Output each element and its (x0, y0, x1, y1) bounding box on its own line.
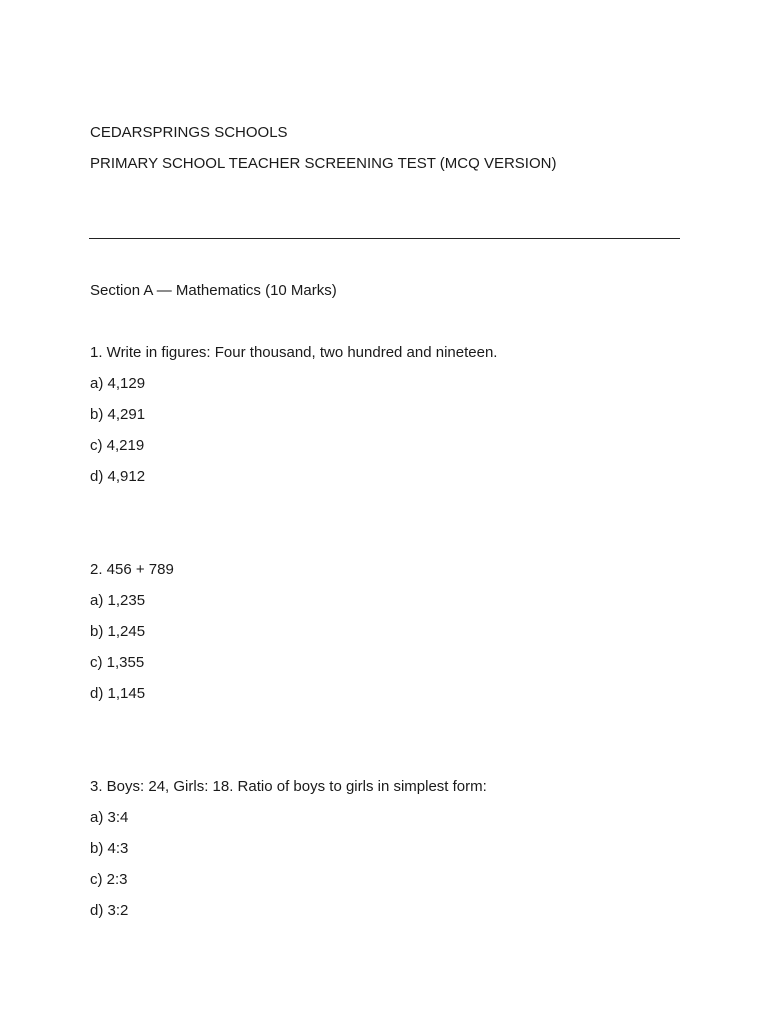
answer-option: b) 4:3 (90, 840, 129, 857)
answer-option: d) 3:2 (90, 902, 129, 919)
school-name: CEDARSPRINGS SCHOOLS (90, 124, 288, 141)
section-title: Section A — Mathematics (10 Marks) (90, 282, 337, 299)
test-title: PRIMARY SCHOOL TEACHER SCREENING TEST (MCQ VERSION) (90, 155, 557, 172)
answer-option: d) 1,145 (90, 685, 146, 702)
horizontal-divider (89, 238, 680, 239)
answer-option: a) 3:4 (90, 809, 129, 826)
answer-option: a) 4,129 (90, 375, 146, 392)
answer-option: b) 1,245 (90, 623, 146, 640)
answer-option: c) 4,219 (90, 437, 145, 454)
question-prompt: 1. Write in figures: Four thousand, two hundred and nineteen. (90, 344, 498, 361)
answer-option: d) 4,912 (90, 468, 146, 485)
question-prompt: 3. Boys: 24, Girls: 18. Ratio of boys to girls in simplest form: (90, 778, 487, 795)
question-prompt: 2. 456 + 789 (90, 561, 174, 578)
answer-option: b) 4,291 (90, 406, 146, 423)
answer-option: a) 1,235 (90, 592, 146, 609)
answer-option: c) 1,355 (90, 654, 145, 671)
answer-option: c) 2:3 (90, 871, 128, 888)
